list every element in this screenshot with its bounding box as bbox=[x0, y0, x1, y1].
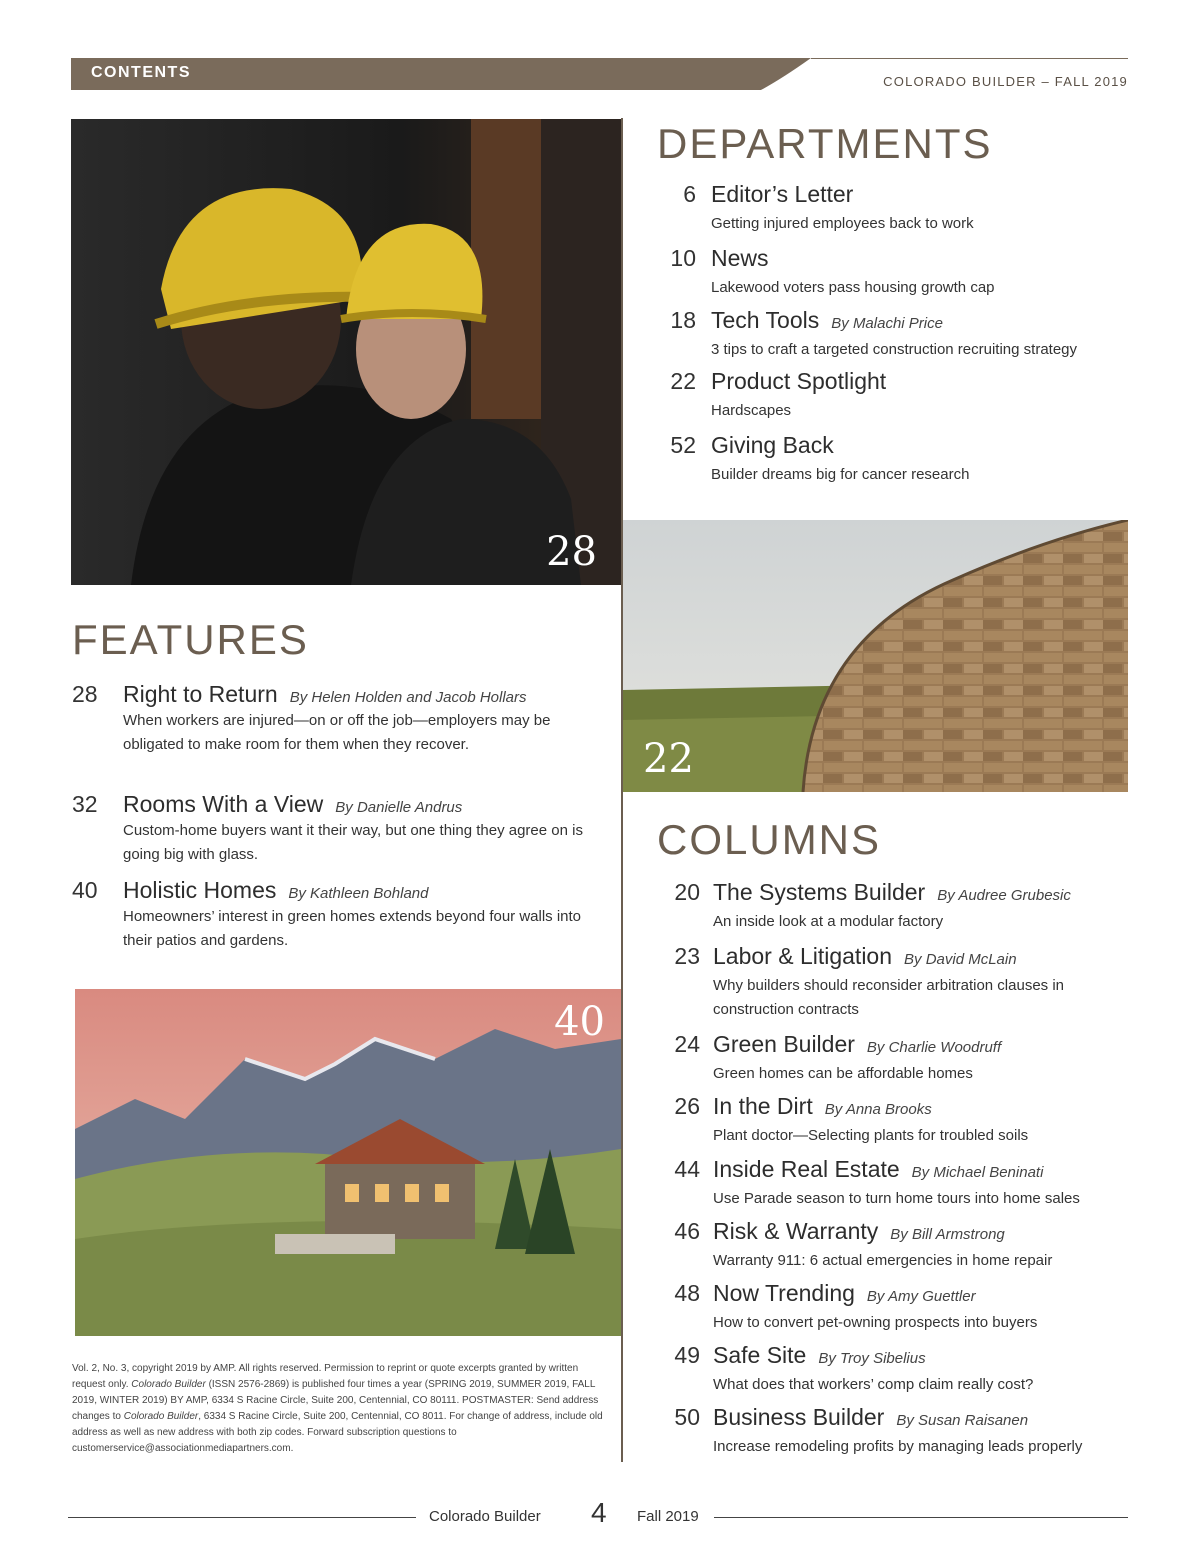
entry-description: 3 tips to craft a targeted construction recruiting strategy bbox=[711, 341, 1078, 358]
entry-byline: By David McLain bbox=[904, 951, 1017, 968]
workers-page-number: 28 bbox=[546, 529, 597, 575]
features-heading: FEATURES bbox=[72, 616, 309, 663]
entry-title: Green Builder bbox=[713, 1031, 855, 1057]
entry-description: Use Parade season to turn home tours into home sales bbox=[713, 1190, 1080, 1207]
entry-page-number: 40 bbox=[72, 877, 98, 903]
entry-description: How to convert pet-owning prospects into buyers bbox=[713, 1314, 1038, 1331]
mountain-home-photo bbox=[75, 989, 621, 1336]
entry-title-line bbox=[713, 1218, 1005, 1245]
entry-page-number: 23 bbox=[674, 943, 700, 969]
entry-byline: By Malachi Price bbox=[831, 315, 943, 332]
entry-byline: By Michael Beninati bbox=[911, 1164, 1044, 1181]
entry-title-line bbox=[123, 681, 527, 708]
entry-byline: By Charlie Woodruff bbox=[866, 1039, 1002, 1056]
entry-page-number: 48 bbox=[674, 1280, 700, 1306]
entry-title-line bbox=[713, 1156, 1043, 1183]
entry-title-line bbox=[711, 245, 781, 272]
entry-title-line bbox=[711, 181, 865, 208]
entry-title: Holistic Homes bbox=[123, 877, 277, 903]
departments-heading: DEPARTMENTS bbox=[657, 120, 993, 167]
publication-fineprint: Vol. 2, No. 3, copyright 2019 by AMP. All rights reserved. Permission to reprint or quote excerpts granted by written request only. Colorado Builder (ISSN 2576-2869) is published four times a year (SPRING 2019, SUMMER 2019, FALL 2019, WINTER 2019) BY AMP, 6334 S Racine Circle, Suite 200, Centennial, CO 80111. POSTMASTER: Send address changes to Colorado Builder, 6334 S Racine Circle, Suite 200, Centennial, CO 8011. For change of address, include old address as well as new address with both zip codes. Forward subscription questions to customerservice@associationmediapartners.com. bbox=[72, 1363, 603, 1454]
section-label: CONTENTS bbox=[91, 64, 191, 81]
entry-title: Inside Real Estate bbox=[713, 1156, 900, 1182]
entry-description: What does that workers’ comp claim really cost? bbox=[713, 1376, 1034, 1393]
publication-title: COLORADO BUILDER – FALL 2019 bbox=[883, 74, 1128, 89]
entry-title: Editor’s Letter bbox=[711, 181, 854, 207]
workers-photo bbox=[71, 119, 621, 585]
entry-page-number: 52 bbox=[670, 432, 696, 458]
entry-byline: By Audree Grubesic bbox=[937, 887, 1071, 904]
entry-page-number: 44 bbox=[674, 1156, 700, 1182]
entry-byline: By Troy Sibelius bbox=[818, 1350, 926, 1367]
entry-byline: By Anna Brooks bbox=[824, 1101, 932, 1118]
footer-page-number: 4 bbox=[591, 1497, 607, 1528]
home-page-number: 40 bbox=[554, 999, 605, 1045]
entry-title-line bbox=[713, 943, 1017, 970]
entry-page-number: 26 bbox=[674, 1093, 700, 1119]
entry-description: Increase remodeling profits by managing leads properly bbox=[713, 1438, 1083, 1455]
entry-description: Plant doctor—Selecting plants for troubled soils bbox=[713, 1127, 1029, 1144]
entry-title-line bbox=[713, 1031, 1001, 1058]
entry-title: Safe Site bbox=[713, 1342, 807, 1368]
entry-page-number: 50 bbox=[674, 1404, 700, 1430]
entry-title: Tech Tools bbox=[711, 307, 820, 333]
entry-title-line bbox=[711, 368, 898, 395]
wall-page-number: 22 bbox=[643, 736, 694, 782]
entry-title-line bbox=[713, 1280, 976, 1307]
entry-title: In the Dirt bbox=[713, 1093, 813, 1119]
entry-page-number: 20 bbox=[674, 879, 700, 905]
entry-page-number: 6 bbox=[683, 181, 696, 207]
entry-byline: By Susan Raisanen bbox=[896, 1412, 1029, 1429]
entry-page-number: 46 bbox=[674, 1218, 700, 1244]
entry-title: Business Builder bbox=[713, 1404, 885, 1430]
entry-title-line bbox=[713, 1404, 1028, 1431]
entry-byline: By Helen Holden and Jacob Hollars bbox=[289, 689, 527, 706]
entry-title: Right to Return bbox=[123, 681, 278, 707]
entry-description: When workers are injured—on or off the job—employers may be obligated to make room for them when they recover. bbox=[123, 712, 551, 753]
entry-byline: By Bill Armstrong bbox=[890, 1226, 1005, 1243]
entry-title: Product Spotlight bbox=[711, 368, 887, 394]
entry-description: Getting injured employees back to work bbox=[711, 215, 974, 232]
entry-title-line bbox=[123, 791, 462, 818]
footer-rule-left bbox=[68, 1517, 416, 1518]
footer-issue: Fall 2019 bbox=[637, 1508, 699, 1525]
entry-byline: By Danielle Andrus bbox=[335, 799, 463, 816]
entry-title: The Systems Builder bbox=[713, 879, 926, 905]
entry-description: Custom-home buyers want it their way, but one thing they agree on is going big with glass. bbox=[123, 822, 583, 863]
entry-description: Warranty 911: 6 actual emergencies in home repair bbox=[713, 1252, 1053, 1269]
entry-title: Giving Back bbox=[711, 432, 834, 458]
entry-title-line bbox=[713, 1093, 932, 1120]
entry-description: Builder dreams big for cancer research bbox=[711, 466, 970, 483]
entry-byline: By Amy Guettler bbox=[866, 1288, 976, 1305]
entry-page-number: 18 bbox=[670, 307, 696, 333]
entry-page-number: 32 bbox=[72, 791, 98, 817]
entry-page-number: 28 bbox=[72, 681, 98, 707]
entry-page-number: 24 bbox=[674, 1031, 700, 1057]
entry-title-line bbox=[713, 1342, 926, 1369]
entry-title-line bbox=[711, 432, 846, 459]
entry-title: Labor & Litigation bbox=[713, 943, 893, 969]
entry-page-number: 10 bbox=[670, 245, 696, 271]
entry-description: Hardscapes bbox=[711, 402, 792, 419]
entry-description: Lakewood voters pass housing growth cap bbox=[711, 279, 995, 296]
entry-description: Why builders should reconsider arbitration clauses in construction contracts bbox=[713, 977, 1065, 1018]
entry-title: Rooms With a View bbox=[123, 791, 324, 817]
entry-page-number: 22 bbox=[670, 368, 696, 394]
entry-byline: By Kathleen Bohland bbox=[288, 885, 429, 902]
entry-title-line bbox=[711, 307, 943, 334]
columns-heading: COLUMNS bbox=[657, 816, 882, 863]
entry-title: Now Trending bbox=[713, 1280, 855, 1306]
entry-title: Risk & Warranty bbox=[713, 1218, 879, 1244]
entry-description: Green homes can be affordable homes bbox=[713, 1065, 973, 1082]
entry-description: An inside look at a modular factory bbox=[713, 913, 944, 930]
entry-description: Homeowners’ interest in green homes extends beyond four walls into their patios and gardens. bbox=[123, 908, 582, 949]
entry-title-line bbox=[123, 877, 428, 904]
footer-publication: Colorado Builder bbox=[429, 1508, 541, 1525]
stone-wall-photo bbox=[623, 520, 1128, 792]
entry-page-number: 49 bbox=[674, 1342, 700, 1368]
footer-rule-right bbox=[714, 1517, 1128, 1518]
entry-title-line bbox=[713, 879, 1071, 906]
entry-title: News bbox=[711, 245, 769, 271]
